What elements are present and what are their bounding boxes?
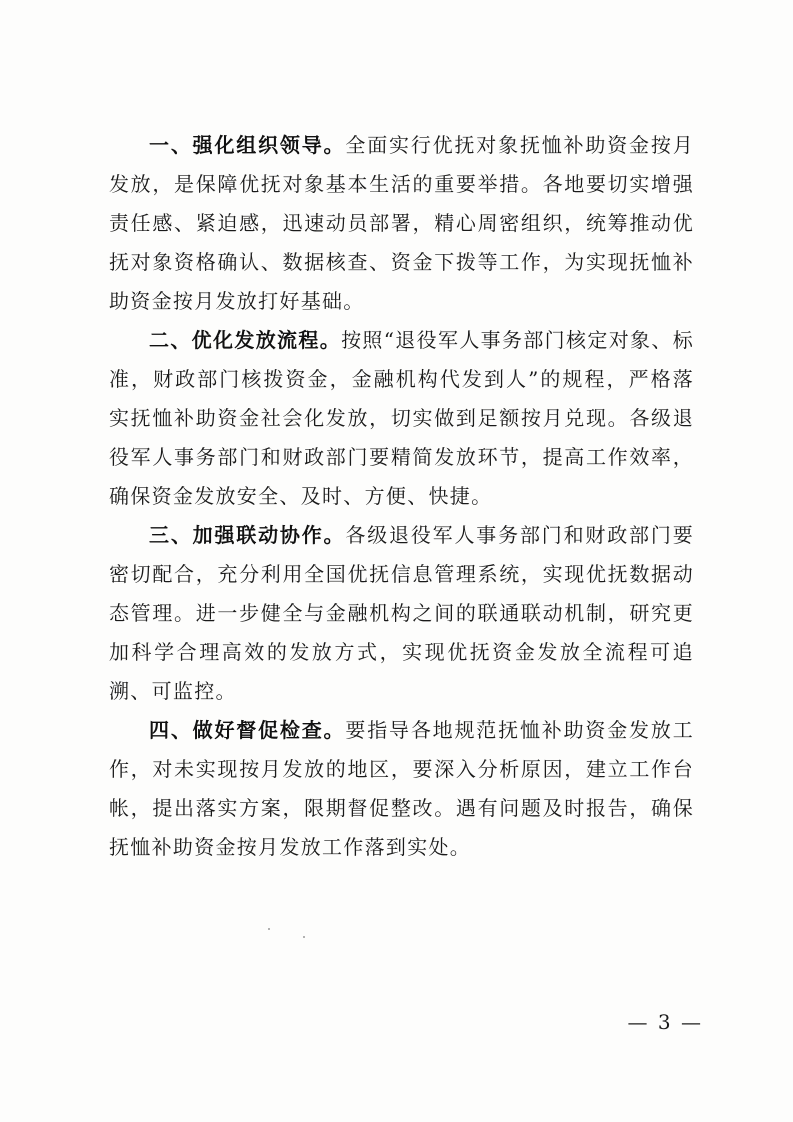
page-number: — 3 — [627,1010,703,1034]
paragraph-text: 按照“退役军人事务部门核定对象、标准，财政部门核拨资金，金融机构代发到人”的规程，严格落实抚恤补助资金社会化发放，切实做到足额按月兑现。各级退役军人事务部门和财政部门要精简发放环节，提高工作效率，确保资金发放安全、及时、方便、快捷。 [109,328,695,508]
scan-speck [268,928,270,930]
scan-speck [303,936,305,938]
paragraph-heading: 四、做好督促检查。 [149,718,346,742]
paragraph-organization-leadership [109,126,694,321]
paragraph-payment-process [109,321,694,516]
paragraph-heading: 二、优化发放流程。 [149,328,342,352]
paragraph-heading: 一、强化组织领导。 [149,133,346,157]
paragraph-text: 各级退役军人事务部门和财政部门要密切配合，充分利用全国优抚信息管理系统，实现优抚数据动态管理。进一步健全与金融机构之间的联通联动机制，研究更加科学合理高效的发放方式，实现优抚资金发放全流程可追溯、可监控。 [109,523,694,703]
paragraph-text: 要指导各地规范抚恤补助资金发放工作，对未实现按月发放的地区，要深入分析原因，建立工作台帐，提出落实方案，限期督促整改。遇有问题及时报告，确保抚恤补助资金按月发放工作落到实处。 [109,718,694,859]
paragraph-heading: 三、加强联动协作。 [149,523,346,547]
paragraph-coordination [109,516,694,711]
paragraph-supervision [109,711,694,867]
paragraph-text: 全面实行优抚对象抚恤补助资金按月发放，是保障优抚对象基本生活的重要举措。各地要切实增强责任感、紧迫感，迅速动员部署，精心周密组织，统筹推动优抚对象资格确认、数据核查、资金下拨等工作，为实现抚恤补助资金按月发放打好基础。 [109,133,694,313]
document-body [109,126,694,867]
